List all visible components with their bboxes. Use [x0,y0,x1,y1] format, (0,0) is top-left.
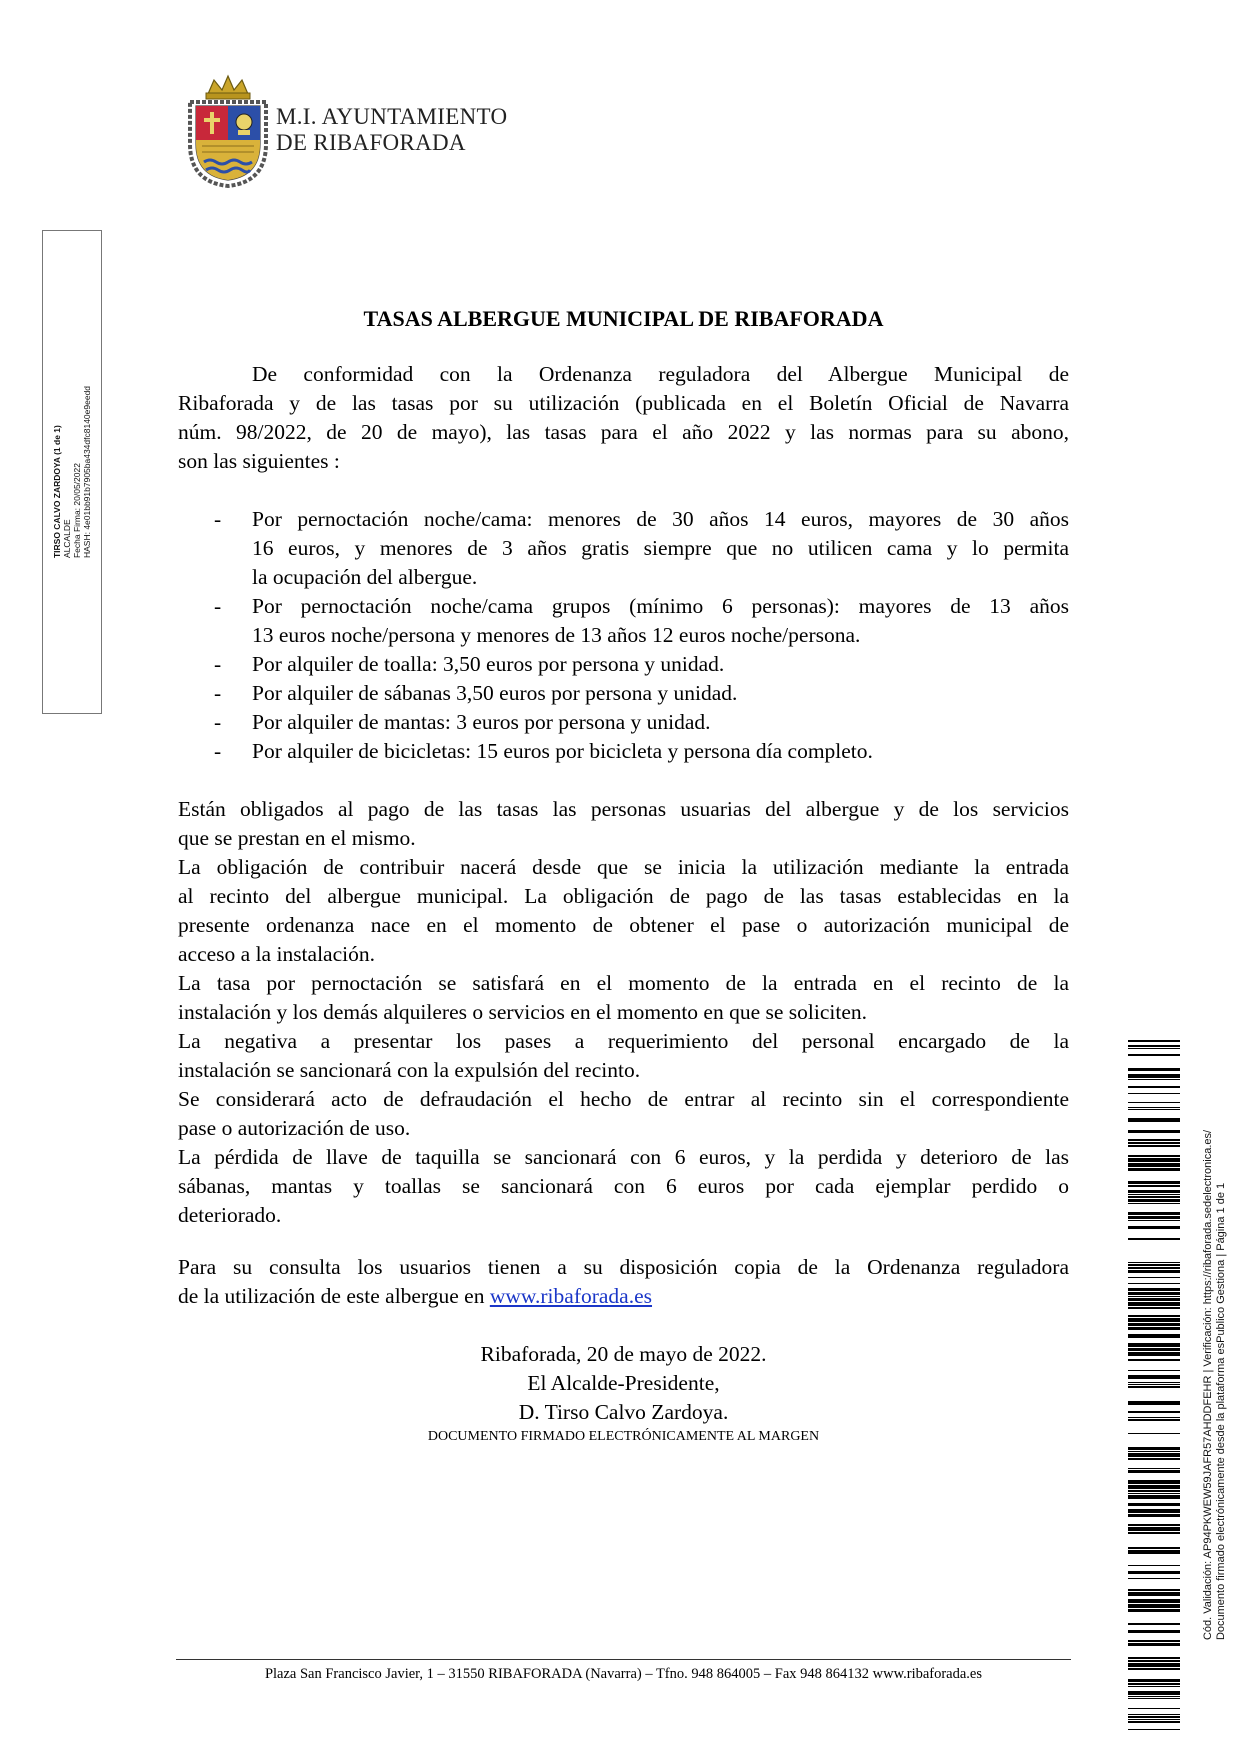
list-item-line: Por pernoctación noche/cama: menores de 30 años 14 euros, mayores de 30 años [252,507,1069,531]
list-dash: - [214,739,222,763]
signature-stamp [42,230,102,714]
body-line: instalación se sancionará con la expulsión del recinto. [178,1058,641,1082]
verification-platform: Documento firmado electrónicamente desde la plataforma esPublico Gestiona | Página 1 de 1 [1215,1182,1227,1641]
organization-name [276,104,507,156]
coat-of-arms-logo [180,74,276,190]
list-dash: - [214,507,222,531]
stamp-hash: HASH: 4e01bb91b7905ba434dfc8140e9eedd [82,385,92,559]
verification-code: Cód. Validación: AP94PKWEW59JAFR57AHDDFEHR | Verificación: https://ribaforada.sedelectronica.es/ [1202,1129,1214,1641]
signer-role: El Alcalde-Presidente, [527,1371,720,1395]
body-line: La tasa por pernoctación se satisfará en el momento de la entrada en el recinto de la [178,971,1069,995]
consult-prefix: de la utilización de este albergue en [178,1284,485,1308]
list-dash: - [214,681,222,705]
body-line: que se prestan en el mismo. [178,826,416,850]
stamp-role: ALCALDE [62,519,72,559]
electronic-signature-note: DOCUMENTO FIRMADO ELECTRÓNICAMENTE AL MARGEN [427,1429,820,1444]
list-dash: - [214,652,222,676]
verification-text [1200,1040,1230,1730]
fee-list [178,505,1069,766]
signature-block [178,1340,1069,1445]
intro-paragraph [178,360,1069,476]
verification-inner [1202,1130,1228,1640]
body-line: instalación y los demás alquileres o servicios en el momento en que se soliciten. [178,1000,868,1024]
intro-line: Ribaforada y de las tasas por su utilización (publicada en el Boletín Oficial de Navarra [178,391,1069,415]
list-item [178,737,1069,766]
body-line: acceso a la instalación. [178,942,375,966]
list-item-line: Por alquiler de sábanas 3,50 euros por persona y unidad. [252,681,738,705]
body-line: deteriorado. [178,1203,282,1227]
document-title: TASAS ALBERGUE MUNICIPAL DE RIBAFORADA [363,306,884,331]
list-dash: - [214,710,222,734]
body-line: La obligación de contribuir nacerá desde que se inicia la utilización mediante la entrada [178,855,1069,879]
list-item-line: la ocupación del albergue. [252,565,478,589]
intro-line: son las siguientes : [178,449,340,473]
list-item-line: Por pernoctación noche/cama grupos (mínimo 6 personas): mayores de 13 años [252,594,1069,618]
list-item-line: Por alquiler de toalla: 3,50 euros por persona y unidad. [252,652,725,676]
consult-line [178,1282,1069,1311]
intro-line: núm. 98/2022, de 20 de mayo), las tasas para el año 2022 y las normas para su abono, [178,420,1069,444]
website-link[interactable]: www.ribaforada.es [489,1284,653,1308]
body-paragraphs [178,795,1069,1230]
org-line-2: DE RIBAFORADA [276,130,466,155]
stamp-date: Fecha Firma: 20/05/2022 [72,463,82,559]
list-item [178,679,1069,708]
consult-line: Para su consulta los usuarios tienen a su disposición copia de la Ordenanza reguladora [178,1255,1069,1279]
list-item-line: Por alquiler de bicicletas: 15 euros por bicicleta y persona día completo. [252,739,873,763]
place-date: Ribaforada, 20 de mayo de 2022. [480,1342,767,1366]
body-line: Se considerará acto de defraudación el hecho de entrar al recinto sin el correspondiente [178,1087,1069,1111]
footer-address: Plaza San Francisco Javier, 1 – 31550 RIBAFORADA (Navarra) – Tfno. 948 864005 – Fax 948 864132 www.ribaforada.es [264,1666,983,1682]
body-line: sábanas, mantas y toallas se sancionará con 6 euros por cada ejemplar perdido o [178,1174,1069,1198]
body-line: Están obligados al pago de las tasas las personas usuarias del albergue y de los servicios [178,797,1069,821]
list-item-line: 13 euros noche/persona y menores de 13 años 12 euros noche/persona. [252,623,861,647]
list-item [178,650,1069,679]
signer-name: D. Tirso Calvo Zardoya. [518,1400,729,1424]
list-item [178,708,1069,737]
list-item-line: 16 euros, y menores de 3 años gratis siempre que no utilicen cama y lo permita [252,536,1069,560]
barcode-icon [1128,1040,1180,1730]
intro-line: De conformidad con la Ordenanza reguladora del Albergue Municipal de [252,362,1069,386]
list-item [178,505,1069,592]
stamp-text [52,386,92,558]
consult-paragraph [178,1253,1069,1311]
list-dash: - [214,594,222,618]
org-line-1: M.I. AYUNTAMIENTO [276,104,508,129]
body-line: pase o autorización de uso. [178,1116,411,1140]
body-line: presente ordenanza nace en el momento de obtener el pase o autorización municipal de [178,913,1069,937]
body-line: al recinto del albergue municipal. La obligación de pago de las tasas establecidas en la [178,884,1069,908]
body-line: La pérdida de llave de taquilla se sancionará con 6 euros, y la perdida y deterioro de las [178,1145,1069,1169]
stamp-signer: TIRSO CALVO ZARDOYA (1 de 1) [52,425,62,559]
list-item [178,592,1069,650]
footer-divider [176,1659,1071,1660]
list-item-line: Por alquiler de mantas: 3 euros por persona y unidad. [252,710,711,734]
body-line: La negativa a presentar los pases a requerimiento del personal encargado de la [178,1029,1069,1053]
coat-of-arms-icon [180,74,276,190]
